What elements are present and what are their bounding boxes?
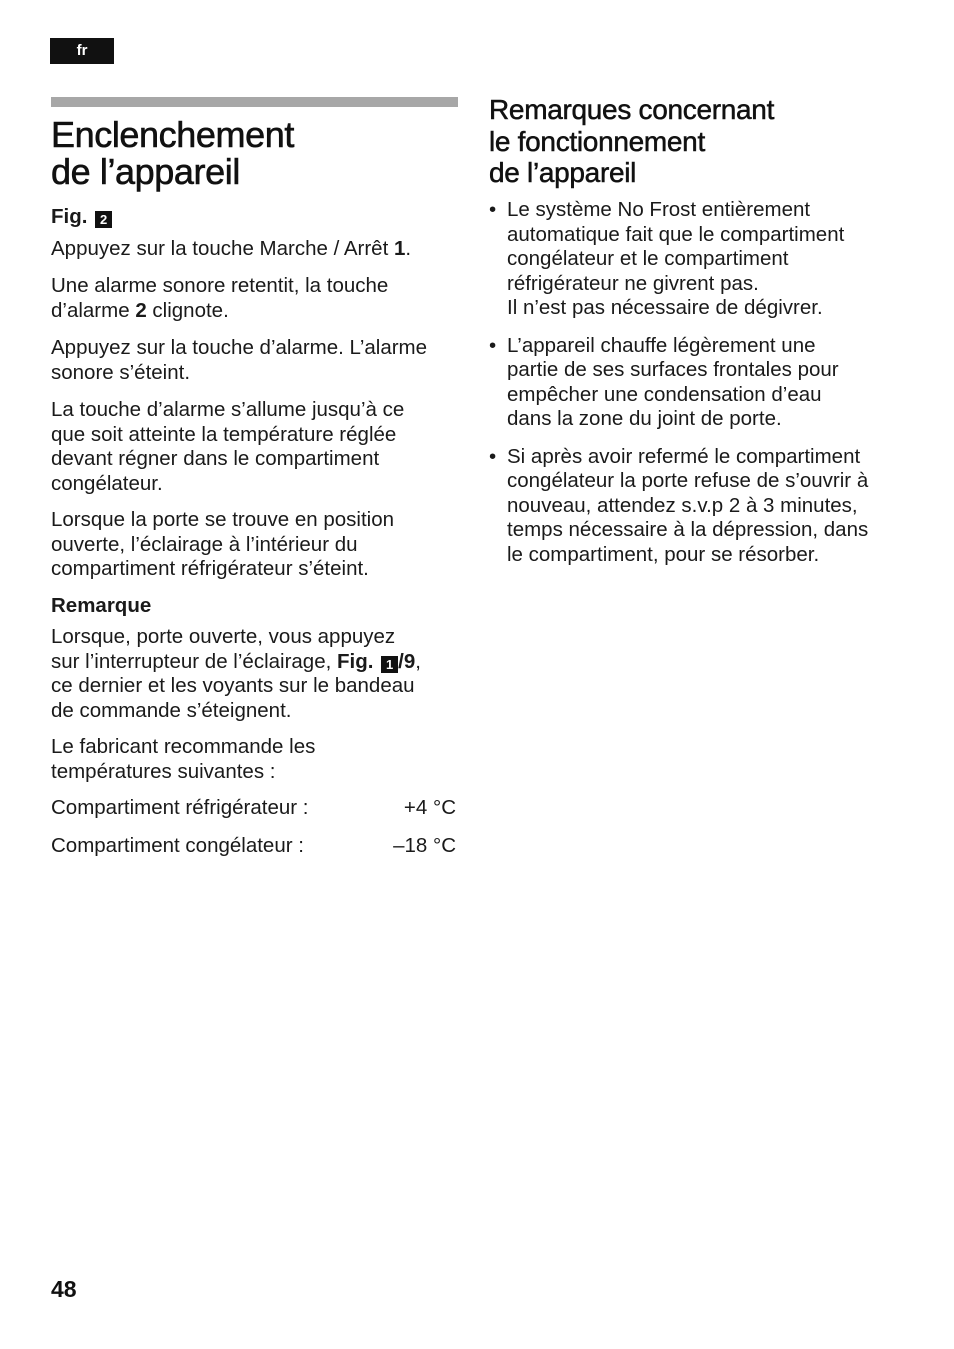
operating-notes-list (489, 198, 909, 580)
text-segment: , (415, 649, 421, 673)
paragraph-alarm-light (51, 398, 404, 496)
text-line: devant régner dans le compartiment (51, 447, 380, 470)
text-line: le compartiment, pour se résorber. (507, 542, 820, 566)
figure-label: Fig. (337, 649, 374, 673)
section-rule (51, 97, 458, 107)
remark-heading: Remarque (51, 594, 152, 617)
key-number: 2 (135, 298, 147, 322)
text-line (51, 650, 421, 675)
bullet-glyph: • (489, 198, 497, 221)
list-item (489, 334, 909, 432)
language-tag: fr (50, 38, 114, 64)
text-line: automatique fait que le compartiment (507, 222, 845, 246)
text-line: L’appareil chauffe légèrement une (507, 333, 816, 357)
text-line: Lorsque, porte ouverte, vous appuyez (51, 625, 396, 648)
text-line: La touche d’alarme s’allume jusqu’à ce (51, 398, 405, 421)
text-segment: sur l’interrupteur de l’éclairage, (51, 649, 337, 673)
text-line: empêcher une condensation d’eau (507, 382, 822, 406)
text-line: ouverte, l’éclairage à l’intérieur du (51, 532, 358, 556)
figure-number-box: 2 (95, 211, 112, 228)
text-line: Appuyez sur la touche d’alarme. L’alarme (51, 336, 428, 359)
text-line: compartiment réfrigérateur s’éteint. (51, 557, 369, 580)
text-line: partie de ses surfaces frontales pour (507, 358, 839, 381)
paragraph-alarm-sounds (51, 274, 388, 323)
text-line: réfrigérateur ne givrent pas. (507, 271, 759, 295)
page-number: 48 (51, 1276, 77, 1302)
text-line: congélateur. (51, 471, 163, 495)
text-line: températures suivantes : (51, 759, 276, 783)
bullet-glyph: • (489, 333, 497, 357)
temp-label: Compartiment réfrigérateur : (51, 796, 309, 819)
temp-value: –18 °C (393, 834, 456, 857)
text-line: congélateur la porte refuse de s’ouvrir à (507, 469, 869, 492)
text-line: temps nécessaire à la dépression, dans (507, 518, 869, 541)
paragraph-remark (51, 625, 421, 723)
key-number: 1 (393, 237, 406, 260)
list-item (489, 445, 909, 568)
text-segment: d’alarme (51, 298, 136, 322)
paragraph-door-open-light (51, 508, 394, 582)
title-line: le fonctionnement (489, 125, 705, 157)
text-line: Une alarme sonore retentit, la touche (51, 274, 389, 297)
temp-value: +4 °C (403, 796, 456, 819)
title-line: Enclenchement (51, 114, 294, 155)
text-line: Le système No Frost entièrement (507, 198, 811, 221)
paragraph-press-alarm (51, 336, 427, 385)
text-segment: . (405, 237, 412, 260)
text-line: de commande s’éteignent. (51, 698, 292, 722)
text-line: Il n’est pas nécessaire de dégivrer. (507, 296, 823, 319)
text-segment: clignote. (146, 298, 229, 322)
section-title-switching-on (51, 116, 294, 190)
figure-item-ref: /9 (398, 649, 416, 673)
figure-label: Fig. (51, 205, 88, 228)
title-line: de l’appareil (51, 151, 240, 192)
text-segment: Appuyez sur la touche Marche / Arrêt (51, 237, 394, 260)
text-line: ce dernier et les voyants sur le bandeau (51, 674, 415, 697)
text-line: sonore s’éteint. (51, 360, 191, 384)
title-line: Remarques concernant (489, 94, 775, 125)
text-line: que soit atteinte la température réglée (51, 422, 397, 446)
text-line: Si après avoir refermé le compartiment (507, 444, 861, 468)
text-line: dans la zone du joint de porte. (507, 407, 782, 430)
text-line (51, 299, 388, 324)
text-line: Le fabricant recommande les (51, 735, 316, 758)
text-line: congélateur et le compartiment (507, 247, 789, 270)
figure-number-box: 1 (381, 656, 398, 673)
section-title-operating-notes (489, 94, 774, 189)
paragraph-press-on-off (51, 237, 411, 262)
text-line: Lorsque la porte se trouve en position (51, 508, 395, 531)
text-line (51, 237, 411, 262)
paragraph-recommended-temps (51, 735, 315, 784)
list-item (489, 198, 909, 321)
figure-reference (51, 205, 112, 230)
temp-label: Compartiment congélateur : (51, 834, 304, 857)
title-line: de l’appareil (489, 157, 637, 188)
bullet-glyph: • (489, 444, 497, 468)
text-line: nouveau, attendez s.v.p 2 à 3 minutes, (507, 493, 858, 517)
